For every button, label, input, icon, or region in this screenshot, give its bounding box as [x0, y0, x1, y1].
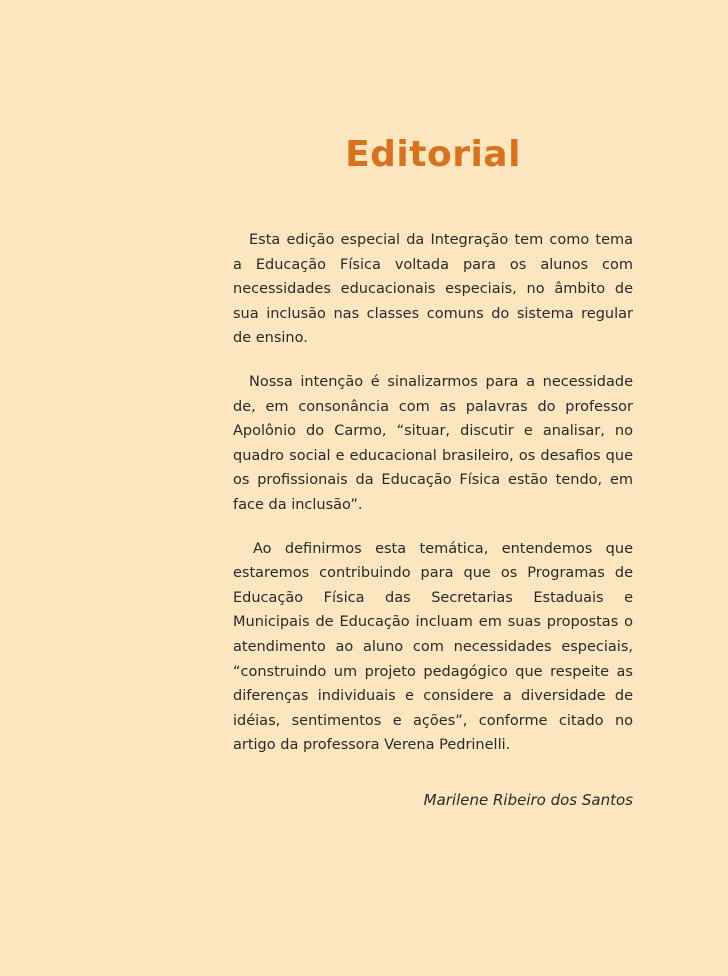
author-signature: Marilene Ribeiro dos Santos [423, 791, 633, 809]
page-title: Editorial [345, 134, 521, 175]
editorial-body [233, 228, 633, 777]
paragraph-intention: Nossa intenção é sinalizarmos para a necessidade de, em consonância com as palavras do professor Apolônio do Carmo, “situar, discutir e analisar, no quadro social e educacional brasileiro, os desafios que os profissionais da Educação Física estão tendo, em face da inclusão”. [233, 373, 633, 513]
paragraph-theme: Ao definirmos esta temática, entendemos que estaremos contribuindo para que os Programas de Educação Física das Secretarias Estaduais e Municipais de Educação incluam em suas propostas o atendimento ao aluno com necessidades especiais, “construindo um projeto pedagógico que respeite as diferenças individuais e considere a diversidade de idéias, sentimentos e ações”, conforme citado no artigo da professora Verena Pedrinelli. [233, 540, 633, 754]
paragraph-intro: Esta edição especial da Integração tem como tema a Educação Física voltada para os alunos com necessidades educacionais especiais, no âmbito de sua inclusão nas classes comuns do sistema regular de ensino. [233, 232, 633, 347]
